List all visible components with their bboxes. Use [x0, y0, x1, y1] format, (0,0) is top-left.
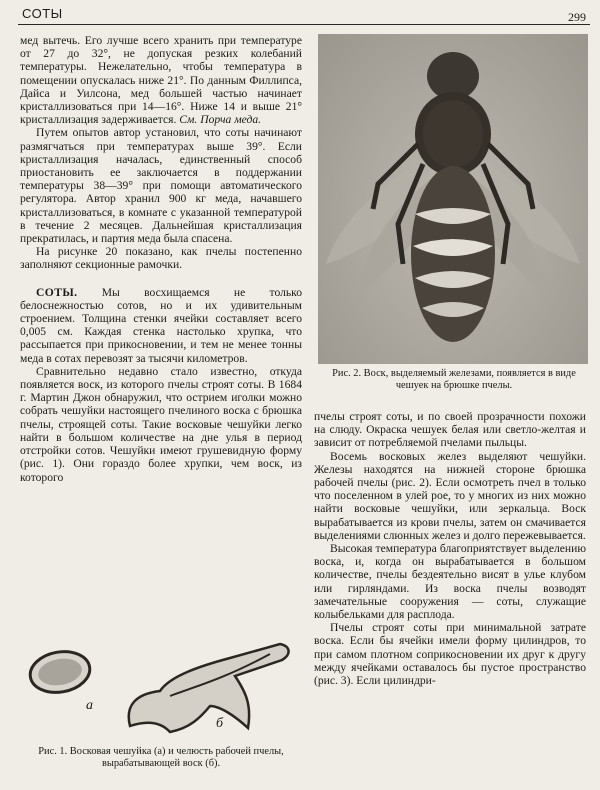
figure-1-drawing — [20, 636, 302, 740]
paragraph: Высокая температура благоприятствует выделению воска, и, когда он вырабатывается в большом количестве, пчелы бездеятельно висят в улье клубом или гирляндами. Из воска пчелы возводят замечательные сооружения — соты, служащие колыбельками для расплода. — [314, 542, 586, 622]
left-column — [20, 34, 302, 484]
bee-illustration — [318, 34, 588, 364]
bee-photo — [318, 34, 588, 364]
figure-2-caption: Рис. 2. Воск, выделяемый железами, появляется в виде чешуек на брюшке пчелы. — [332, 368, 576, 392]
entry-title: СОТЫ. — [36, 285, 78, 299]
paragraph: На рисунке 20 показано, как пчелы постепенно заполняют секционные рамочки. — [20, 245, 302, 272]
paragraph: Восемь восковых желез выделяют чешуйки. Железы находятся на нижней стороне брюшка рабочей пчелы (рис. 2). Если осмотреть пчел в только что поселенном в улей рое, то у многих из них можно найти восковые чешуйки, или зеркальца. Воск вырабатывается из крови пчелы, затем он смачивается выделениями слюнных желез и долго пережевывается. — [314, 449, 586, 542]
cross-reference: См. Порча меда. — [179, 113, 262, 127]
paragraph: Сравнительно недавно стало известно, откуда появляется воск, из которого пчелы строят соты. В 1684 г. Мартин Джон обнаружил, что острием иголки можно собрать чешуйки настоящего пчелиного воска с брюшка пчелы, строящей соты. Такие восковые чешуйки легко найти в большом количестве на дне улья в период отстройки сотов. Чешуйки имеют грушевидную форму (рис. 1). Они гораздо более хрупки, чем воск, из которого — [20, 364, 302, 484]
figure-1 — [20, 636, 302, 740]
paragraph: Пчелы строят соты при минимальной затрате воска. Если бы ячейки имели форму цилиндров, то при самом плотном соприкосновении их друг к другу между ячейками оставалось бы пустое пространство (рис. 3). Если цилиндри- — [314, 621, 586, 688]
figure-1-label-b: б — [216, 716, 224, 731]
right-column — [314, 410, 586, 687]
paragraph: СОТЫ. Мы восхищаемся не только белоснежностью сотов, но и их удивительным строением. Толщина стенки ячейки составляет всего 0,005 см. Каждая стенка настолько хрупка, что рассыпается при прикосновении, и тем не менее тонны меда в сотах перевозят за тысячи километров. — [20, 285, 303, 365]
paragraph: Путем опытов автор установил, что соты начинают размягчаться при температурах выше 39°. Если кристаллизация началась, единственный способ приостановить ее заключается в поддержании температуры 38—39° при помощи автоматического регулятора. Автор хранил 900 кг меда, начавшего кристаллизоваться, в комнате с указанной температурой в течение 2 месяцев. Дальнейшая кристаллизация прекратилась, и партия меда была спасена. — [20, 126, 302, 246]
figure-1-caption: Рис. 1. Восковая чешуйка (а) и челюсть рабочей пчелы, вырабатывающей воск (б). — [38, 746, 284, 770]
paragraph: пчелы строят соты, и по своей прозрачности похожи на слюду. Окраска чешуек белая или светло-желтая и зависит от потребляемой пчелами пыльцы. — [314, 410, 586, 450]
figure-1-label-a: а — [86, 698, 93, 713]
header-rule — [18, 24, 590, 25]
paragraph: мед вытечь. Его лучше всего хранить при температуре от 27 до 32°, не допуская резких колебаний температуры. Нежелательно, чтобы температура в помещении опускалась ниже 21°. По данным Филлипса, Дайса и Уилсона, мед большей частью начинает кристаллизоваться при 14—16°. Ниже 14 и выше 21° кристаллизация задерживается. См. Порча меда. — [20, 34, 302, 127]
page-number: 299 — [568, 10, 586, 24]
running-head: СОТЫ — [22, 6, 63, 21]
